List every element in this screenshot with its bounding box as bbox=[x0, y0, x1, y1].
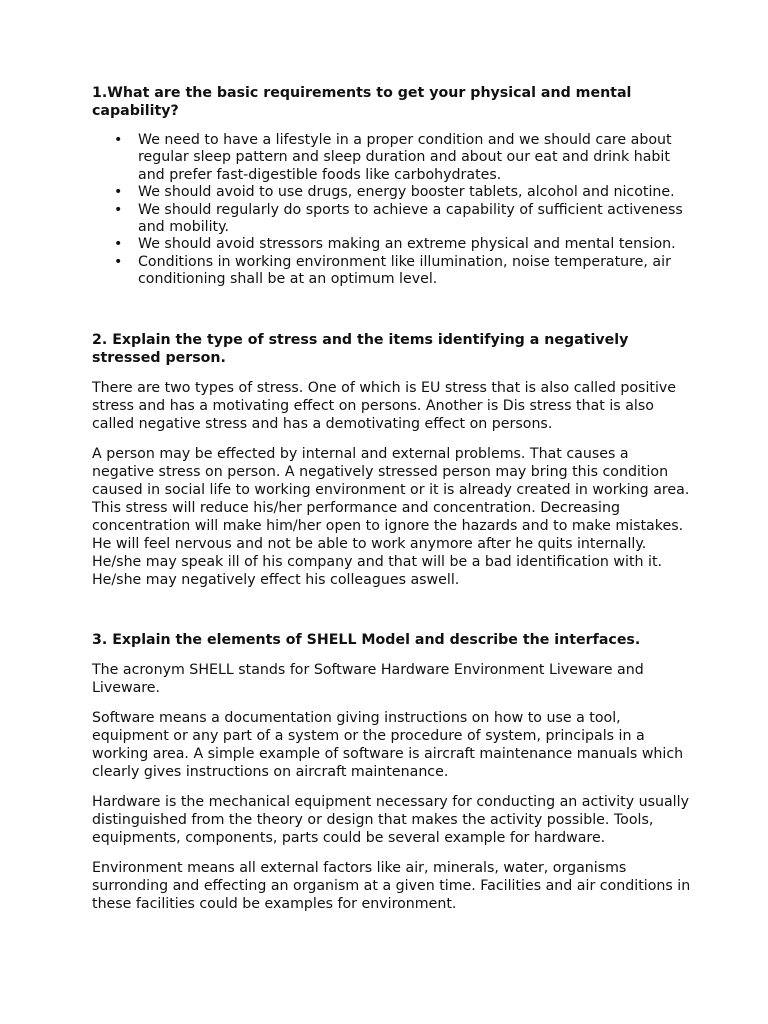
document-body bbox=[92, 84, 692, 925]
section-spacer bbox=[92, 289, 692, 331]
list-item bbox=[92, 184, 692, 201]
question-1-heading: 1.What are the basic requirements to get your physical and mental capability? bbox=[92, 85, 632, 119]
bullet-text: We should avoid stressors making an extreme physical and mental tension. bbox=[138, 236, 676, 253]
paragraph: Environment means all external factors like air, minerals, water, organisms surronding and effecting an organism at a given time. Facilities and air conditions in these facilities could be examples for environment. bbox=[92, 859, 691, 912]
bullet-icon: • bbox=[114, 253, 123, 270]
paragraph: There are two types of stress. One of which is EU stress that is also called positive stress and has a motivating effect on persons. Another is Dis stress that is also called negative stress and has a demotivating effect on persons. bbox=[92, 379, 677, 432]
paragraph: Hardware is the mechanical equipment necessary for conducting an activity usually distinguished from the theory or design that makes the activity possible. Tools, equipments, components, parts could be several example for hardware. bbox=[92, 793, 689, 846]
bullet-icon: • bbox=[114, 236, 123, 253]
bullet-text: Conditions in working environment like illumination, noise temperature, air conditioning shall be at an optimum level. bbox=[138, 253, 671, 288]
paragraph: Software means a documentation giving instructions on how to use a tool, equipment or any part of a system or the procedure of system, principals in a working area. A simple example of software is aircraft maintenance manuals which clearly gives instructions on aircraft maintenance. bbox=[92, 709, 684, 780]
bullet-icon: • bbox=[114, 132, 123, 148]
bullet-text: We need to have a lifestyle in a proper condition and we should care about regular sleep pattern and sleep duration and about our eat and drink habit and prefer fast-digestible foods like carbohydrates. bbox=[138, 132, 672, 183]
bullet-text: We should avoid to use drugs, energy booster tablets, alcohol and nicotine. bbox=[138, 184, 675, 201]
paragraph: A person may be effected by internal and external problems. That causes a negative stress on person. A negatively stressed person may bring this condition caused in social life to working environment or it is already created in working area. This stress will reduce his/her performance and concentration. Decreasing concentration will make him/her open to ignore the hazards and to make mistakes. He will feel nervous and not be able to work anymore after he quits internally. He/she may speak ill of his company and that will be a bad identification with it. He/she may negatively effect his colleagues aswell. bbox=[92, 445, 690, 588]
bullet-icon: • bbox=[114, 184, 123, 201]
list-item bbox=[92, 202, 692, 237]
question-1-bullet-list bbox=[92, 132, 692, 289]
section-spacer bbox=[92, 601, 692, 631]
bullet-text: We should regularly do sports to achieve a capability of sufficient activeness and mobility. bbox=[138, 201, 683, 236]
list-item bbox=[92, 236, 692, 253]
bullet-icon: • bbox=[114, 201, 123, 218]
list-item bbox=[92, 254, 692, 289]
paragraph: The acronym SHELL stands for Software Hardware Environment Liveware and Liveware. bbox=[92, 661, 644, 696]
question-2-heading: 2. Explain the type of stress and the items identifying a negatively stressed person. bbox=[92, 331, 629, 366]
question-3-heading: 3. Explain the elements of SHELL Model and describe the interfaces. bbox=[92, 631, 641, 648]
list-item bbox=[92, 132, 692, 184]
